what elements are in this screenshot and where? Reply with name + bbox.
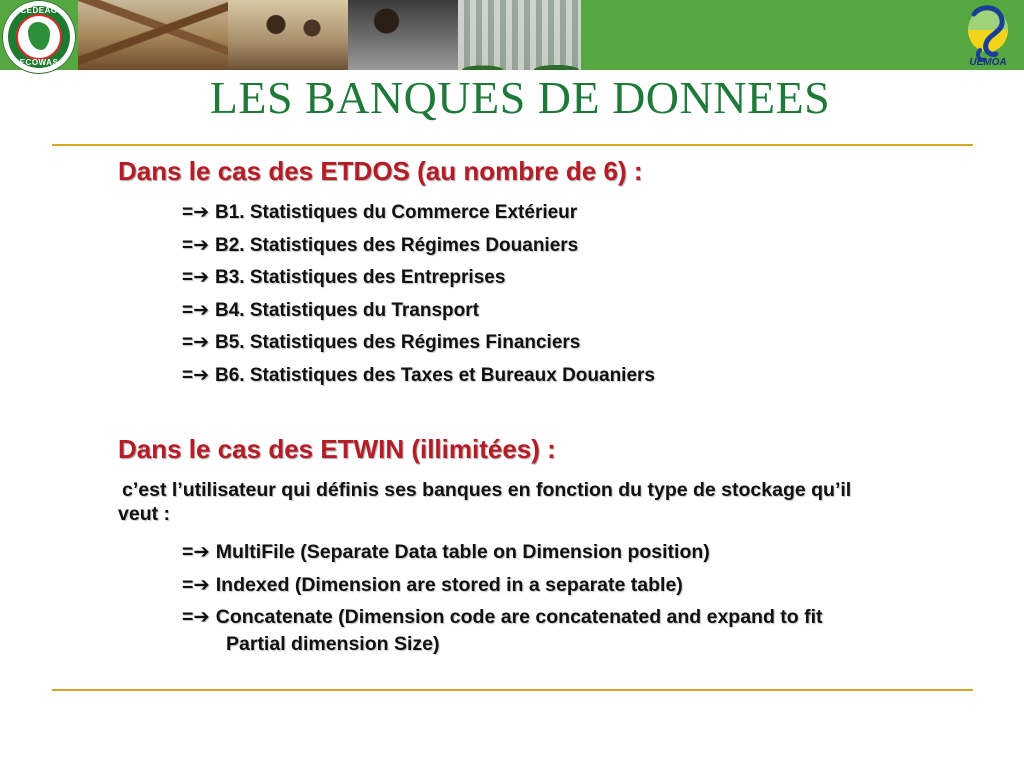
arrow-icon: =➔	[182, 234, 210, 256]
list-item-text: Concatenate (Dimension code are concatenated and expand to fit	[215, 606, 823, 628]
boats-photo	[78, 0, 228, 70]
list-item-text: MultiFile (Separate Data table on Dimension position)	[215, 541, 710, 563]
list-item	[182, 262, 655, 295]
footer-divider	[52, 689, 973, 691]
list-item	[182, 536, 823, 569]
cedeao-ecowas-logo	[2, 0, 76, 74]
page-title: LES BANQUES DE DONNEES	[209, 72, 831, 123]
list-item	[182, 230, 655, 263]
list-item	[182, 360, 655, 393]
list-item-text: B2. Statistiques des Régimes Douaniers	[215, 234, 579, 256]
etwin-description-line1: c’est l’utilisateur qui définis ses banques en fonction du type de stockage qu’il	[122, 479, 852, 501]
header-banner	[0, 0, 1024, 70]
list-item-text: B6. Statistiques des Taxes et Bureaux Douaniers	[215, 364, 655, 386]
uemoa-logo-text: UEMOA	[969, 57, 1007, 68]
list-item	[182, 197, 655, 230]
list-item-text: B1. Statistiques du Commerce Extérieur	[215, 202, 578, 223]
arrow-icon: =➔	[182, 573, 210, 596]
arrow-icon: =➔	[182, 541, 210, 563]
arrow-icon: =➔	[182, 202, 210, 223]
list-item-text: B3. Statistiques des Entreprises	[215, 267, 506, 288]
list-item	[182, 569, 823, 602]
list-item-continuation: Partial dimension Size)	[226, 632, 440, 655]
etwin-description	[118, 478, 988, 526]
speaker-photo	[348, 0, 458, 70]
trees-photo	[458, 48, 581, 70]
etwin-list	[182, 536, 823, 658]
arrow-icon: =➔	[182, 332, 210, 353]
list-item-text: B4. Statistiques du Transport	[215, 299, 479, 321]
arrow-icon: =➔	[182, 299, 210, 321]
etdos-heading: Dans le cas des ETDOS (au nombre de 6) :	[118, 156, 643, 186]
uemoa-logo	[952, 0, 1024, 74]
etwin-heading: Dans le cas des ETWIN (illimitées) :	[118, 434, 556, 464]
list-item-text: B5. Statistiques des Régimes Financiers	[215, 332, 581, 353]
list-item	[182, 327, 655, 360]
people-photo	[228, 0, 348, 70]
etdos-list	[182, 197, 655, 392]
list-item-text: Indexed (Dimension are stored in a separate table)	[215, 573, 683, 596]
arrow-icon: =➔	[182, 364, 210, 386]
logo-bottom-text: ECOWAS	[19, 58, 59, 67]
title-divider	[52, 144, 973, 146]
arrow-icon: =➔	[182, 267, 210, 288]
arrow-icon: =➔	[182, 606, 210, 628]
header-photo-strip	[78, 0, 581, 70]
list-item	[182, 601, 823, 658]
etwin-description-line2: veut :	[118, 503, 171, 525]
logo-top-text: CEDEAO	[20, 6, 58, 15]
list-item	[182, 295, 655, 328]
